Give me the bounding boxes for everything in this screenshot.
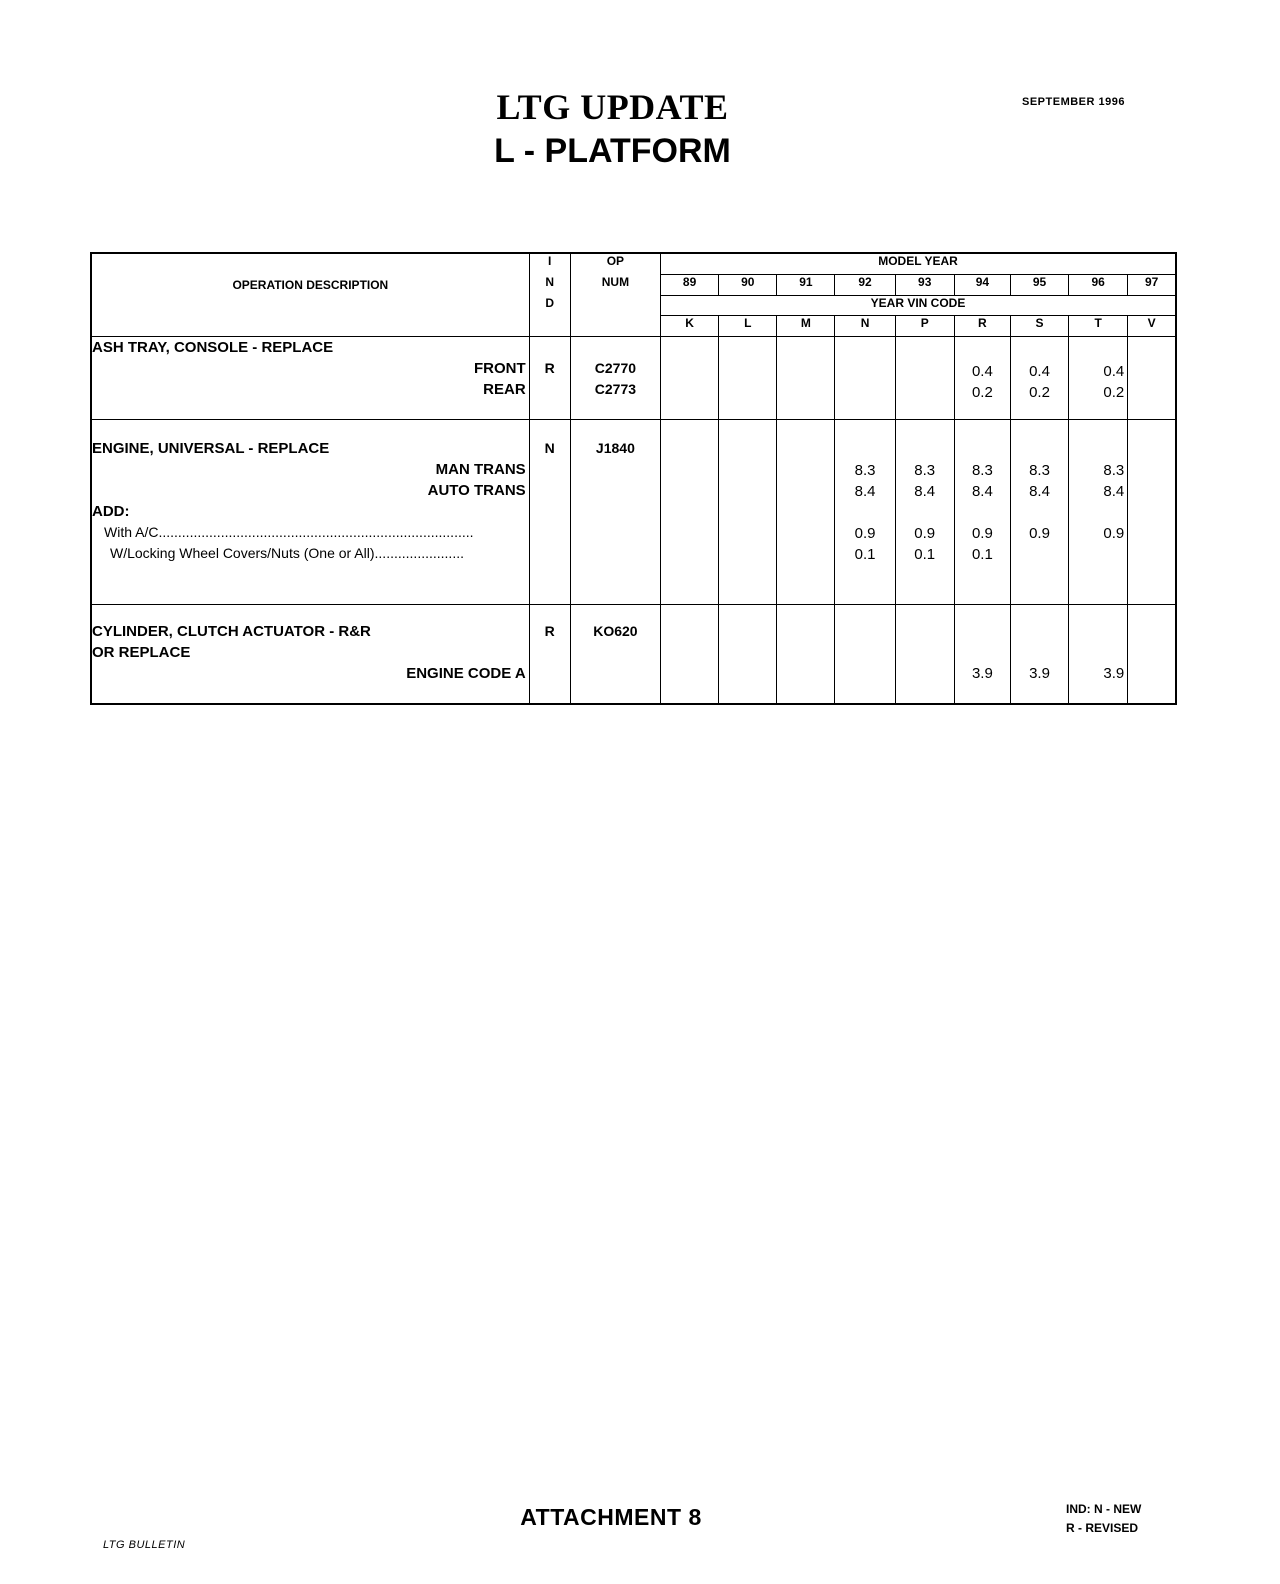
table-row — [91, 337, 1176, 420]
hours-value: 3.9 — [1029, 665, 1050, 682]
vin-p: P — [895, 316, 954, 337]
value-cell — [895, 420, 954, 605]
value-cell — [661, 420, 719, 605]
operation-sub-label: ENGINE CODE A — [406, 665, 526, 682]
hours-value: 0.4 — [1029, 363, 1050, 380]
op-header-blank — [570, 296, 660, 316]
value-cell — [895, 337, 954, 420]
op-num-cell — [570, 605, 660, 705]
year-97: 97 — [1128, 275, 1176, 296]
year-94: 94 — [954, 275, 1010, 296]
legend-new: IND: N - NEW — [1066, 1502, 1142, 1516]
vin-s: S — [1010, 316, 1068, 337]
add-item-label: With A/C................................................................................. — [104, 524, 474, 540]
op-num-value: C2773 — [594, 381, 637, 397]
vin-t: T — [1069, 316, 1128, 337]
hours-value: 8.4 — [914, 483, 936, 500]
hours-value: 0.1 — [971, 546, 993, 563]
operation-sub-label: MAN TRANS — [435, 461, 526, 478]
value-cell — [835, 337, 895, 420]
vin-v: V — [1128, 316, 1176, 337]
ind-legend — [1066, 1500, 1141, 1538]
add-label: ADD: — [92, 503, 130, 520]
value-cell — [954, 420, 1010, 605]
hours-value: 0.1 — [914, 546, 936, 563]
year-91: 91 — [777, 275, 835, 296]
page-title: LTG UPDATE — [496, 87, 729, 127]
operation-title: ASH TRAY, CONSOLE - REPLACE — [92, 339, 334, 356]
operation-sub-label: AUTO TRANS — [427, 482, 526, 499]
hours-value: 0.2 — [971, 384, 993, 401]
ind-header-n: N — [529, 275, 570, 296]
bulletin-label: LTG BULLETIN — [103, 1539, 186, 1551]
operation-description-cell — [91, 420, 529, 605]
hours-value: 8.4 — [1103, 483, 1125, 500]
ind-header-i: I — [529, 253, 570, 275]
value-cell — [719, 337, 777, 420]
header-spacer — [570, 316, 660, 337]
hours-value: 8.4 — [971, 483, 993, 500]
value-cell — [777, 337, 835, 420]
value-cell — [1128, 337, 1176, 420]
op-num-value: KO620 — [593, 623, 638, 639]
page-subtitle: L - PLATFORM — [494, 132, 731, 170]
year-92: 92 — [835, 275, 895, 296]
operation-description-header: OPERATION DESCRIPTION — [91, 253, 529, 296]
value-cell — [1128, 605, 1176, 705]
hours-value: 0.9 — [971, 525, 993, 542]
hours-value: 3.9 — [1103, 665, 1125, 682]
operation-description-cell — [91, 337, 529, 420]
vin-l: L — [719, 316, 777, 337]
hours-value: 0.9 — [1029, 525, 1050, 542]
labor-operations-table — [90, 252, 1177, 705]
value-cell — [895, 605, 954, 705]
hours-value — [1011, 544, 1068, 565]
hours-value: 0.9 — [914, 525, 936, 542]
op-num-cell — [570, 420, 660, 605]
op-num-value: C2770 — [594, 360, 637, 376]
ind-cell — [529, 337, 570, 420]
operation-sub-label: FRONT — [474, 360, 526, 377]
hours-value: 8.4 — [854, 483, 876, 500]
operation-title: ENGINE, UNIVERSAL - REPLACE — [92, 440, 330, 457]
hours-value: 8.4 — [1029, 483, 1050, 500]
op-header-op: OP — [570, 253, 660, 275]
value-cell — [719, 420, 777, 605]
ind-header-d: D — [529, 296, 570, 316]
operation-title: CYLINDER, CLUTCH ACTUATOR - R&R — [92, 623, 371, 640]
header-spacer — [529, 316, 570, 337]
header-spacer — [91, 296, 529, 316]
value-cell — [1069, 337, 1128, 420]
model-year-header: MODEL YEAR — [661, 253, 1176, 275]
header-spacer — [91, 316, 529, 337]
value-cell — [835, 420, 895, 605]
operation-description-cell — [91, 605, 529, 705]
value-cell — [954, 605, 1010, 705]
ind-value: R — [544, 360, 555, 376]
hours-value: 8.3 — [854, 462, 876, 479]
add-item-label: W/Locking Wheel Covers/Nuts (One or All)....................... — [110, 545, 464, 561]
hours-value: 0.9 — [1103, 525, 1125, 542]
ind-value: N — [544, 440, 555, 456]
year-89: 89 — [661, 275, 719, 296]
year-vin-code-header: YEAR VIN CODE — [661, 296, 1176, 316]
operation-sub-label: REAR — [483, 381, 526, 398]
vin-r: R — [954, 316, 1010, 337]
hours-value: 0.4 — [1103, 363, 1125, 380]
legend-revised: R - REVISED — [1066, 1521, 1139, 1535]
value-cell — [661, 337, 719, 420]
value-cell — [835, 605, 895, 705]
value-cell — [1010, 605, 1068, 705]
vin-n: N — [835, 316, 895, 337]
year-96: 96 — [1069, 275, 1128, 296]
hours-value — [1069, 544, 1127, 565]
attachment-label: ATTACHMENT 8 — [520, 1504, 702, 1530]
value-cell — [661, 605, 719, 705]
hours-value: 0.1 — [854, 546, 876, 563]
value-cell — [719, 605, 777, 705]
value-cell — [777, 420, 835, 605]
hours-value: 0.2 — [1029, 384, 1050, 401]
hours-value: 8.3 — [1029, 462, 1050, 479]
ind-cell — [529, 605, 570, 705]
ind-value: R — [544, 623, 555, 639]
value-cell — [1128, 420, 1176, 605]
year-95: 95 — [1010, 275, 1068, 296]
value-cell — [1010, 420, 1068, 605]
ind-cell — [529, 420, 570, 605]
hours-value: 0.9 — [854, 525, 876, 542]
hours-value: 8.3 — [1103, 462, 1125, 479]
table-row — [91, 605, 1176, 705]
year-90: 90 — [719, 275, 777, 296]
op-num-value: J1840 — [595, 440, 635, 456]
op-header-num: NUM — [570, 275, 660, 296]
vin-k: K — [661, 316, 719, 337]
hours-value: 0.4 — [971, 363, 993, 380]
op-num-cell — [570, 337, 660, 420]
value-cell — [954, 337, 1010, 420]
value-cell — [777, 605, 835, 705]
value-cell — [1069, 605, 1128, 705]
vin-m: M — [777, 316, 835, 337]
hours-value: 8.3 — [971, 462, 993, 479]
year-93: 93 — [895, 275, 954, 296]
date-label: SEPTEMBER 1996 — [1022, 96, 1125, 108]
hours-value: 3.9 — [971, 665, 993, 682]
operation-title-continued: OR REPLACE — [92, 644, 191, 661]
hours-value: 0.2 — [1103, 384, 1125, 401]
value-cell — [1010, 337, 1068, 420]
hours-value: 8.3 — [914, 462, 936, 479]
value-cell — [1069, 420, 1128, 605]
table-row — [91, 420, 1176, 605]
